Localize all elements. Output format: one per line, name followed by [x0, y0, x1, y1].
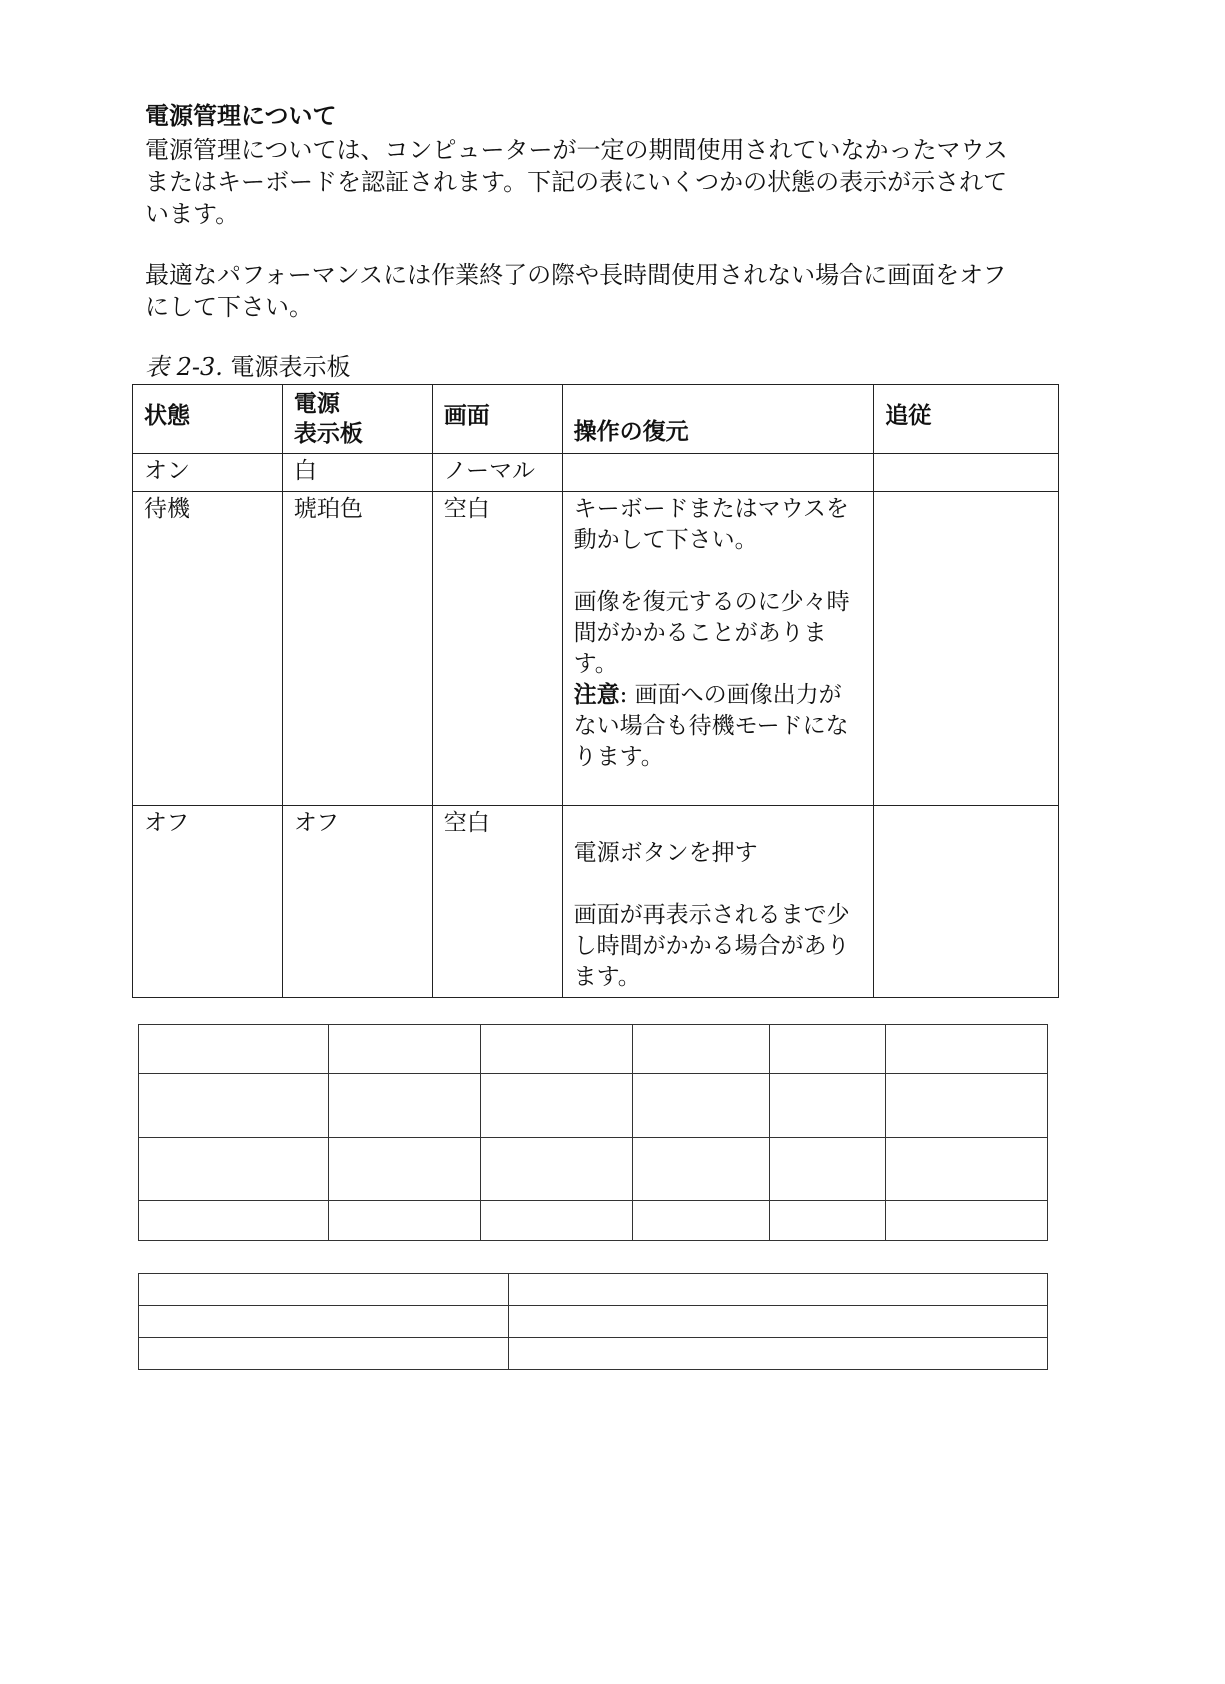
cell-state: オフ	[133, 806, 283, 998]
header-state: 状態	[133, 385, 283, 454]
restore-delay-text: 画面が再表示されるまで少し時間がかかる場合があります。	[573, 902, 850, 990]
empty-grid-table	[138, 1024, 1048, 1241]
cell-indicator: オフ	[282, 806, 432, 998]
empty-two-column-table	[138, 1273, 1048, 1370]
standby-note	[574, 680, 863, 773]
empty-cell	[328, 1074, 480, 1138]
empty-cell	[480, 1138, 633, 1201]
header-indicator-line1: 電源	[293, 391, 340, 417]
header-screen: 画面	[432, 385, 562, 454]
empty-cell	[139, 1338, 509, 1370]
empty-row	[139, 1338, 1048, 1370]
empty-cell	[633, 1138, 770, 1201]
empty-cell	[633, 1025, 770, 1074]
cell-restore	[562, 454, 874, 492]
empty-row	[139, 1138, 1048, 1201]
header-indicator-line2: 表示板	[293, 421, 363, 447]
table-caption-title: 電源表示板	[230, 353, 351, 381]
empty-cell	[480, 1201, 633, 1241]
empty-cell	[139, 1138, 329, 1201]
table-caption	[145, 352, 351, 382]
restore-instruction: 電源ボタンを押す	[573, 840, 758, 866]
empty-cell	[770, 1074, 886, 1138]
cell-restore	[562, 492, 874, 806]
empty-row	[139, 1201, 1048, 1241]
table-row-on	[133, 454, 1059, 492]
empty-cell	[886, 1074, 1048, 1138]
section-heading: 電源管理について	[145, 102, 337, 130]
empty-cell	[328, 1025, 480, 1074]
empty-cell	[886, 1138, 1048, 1201]
cell-screen: 空白	[432, 806, 562, 998]
empty-cell	[633, 1074, 770, 1138]
cell-screen: ノーマル	[432, 454, 562, 492]
empty-cell	[770, 1025, 886, 1074]
cell-state: オン	[133, 454, 283, 492]
cell-indicator: 白	[282, 454, 432, 492]
note-text: : 画面への画像出力がない場合も待機モードになります。	[573, 682, 849, 770]
empty-cell	[139, 1306, 509, 1338]
empty-row	[139, 1025, 1048, 1074]
table-row-standby	[133, 492, 1059, 806]
empty-cell	[139, 1025, 329, 1074]
empty-cell	[139, 1074, 329, 1138]
cell-restore	[562, 806, 874, 998]
header-restore: 操作の復元	[562, 385, 874, 454]
empty-cell	[508, 1274, 1047, 1306]
cell-compliance	[874, 454, 1059, 492]
note-label: 注意	[573, 682, 620, 708]
restore-instruction: キーボードまたはマウスを動かして下さい。	[573, 496, 849, 553]
empty-cell	[480, 1074, 633, 1138]
empty-cell	[139, 1201, 329, 1241]
table-row-off	[133, 806, 1059, 998]
empty-cell	[770, 1201, 886, 1241]
cell-screen: 空白	[432, 492, 562, 806]
header-indicator	[282, 385, 432, 454]
empty-row	[139, 1306, 1048, 1338]
empty-cell	[480, 1025, 633, 1074]
empty-cell	[328, 1138, 480, 1201]
empty-cell	[886, 1025, 1048, 1074]
empty-cell	[508, 1338, 1047, 1370]
empty-row	[139, 1274, 1048, 1306]
restore-delay-text: 画像を復元するのに少々時間がかかることがあります。	[573, 589, 850, 677]
empty-cell	[633, 1201, 770, 1241]
empty-row	[139, 1074, 1048, 1138]
cell-indicator: 琥珀色	[282, 492, 432, 806]
power-indicator-table	[132, 384, 1059, 998]
empty-cell	[770, 1138, 886, 1201]
empty-cell	[886, 1201, 1048, 1241]
table-header-row	[133, 385, 1059, 454]
empty-cell	[508, 1306, 1047, 1338]
recommendation-paragraph: 最適なパフォーマンスには作業終了の際や長時間使用されない場合に画面をオフにして下さい。	[145, 261, 1007, 321]
header-compliance: 追従	[874, 385, 1059, 454]
cell-compliance	[874, 492, 1059, 806]
intro-paragraph: 電源管理については、コンピューターが一定の期間使用されていなかったマウスまたはキーボードを認証されます。下記の表にいくつかの状態の表示が示されています。	[145, 136, 1008, 228]
table-caption-number: 表 2-3.	[145, 353, 223, 381]
cell-compliance	[874, 806, 1059, 998]
empty-cell	[139, 1274, 509, 1306]
cell-state: 待機	[133, 492, 283, 806]
empty-cell	[328, 1201, 480, 1241]
